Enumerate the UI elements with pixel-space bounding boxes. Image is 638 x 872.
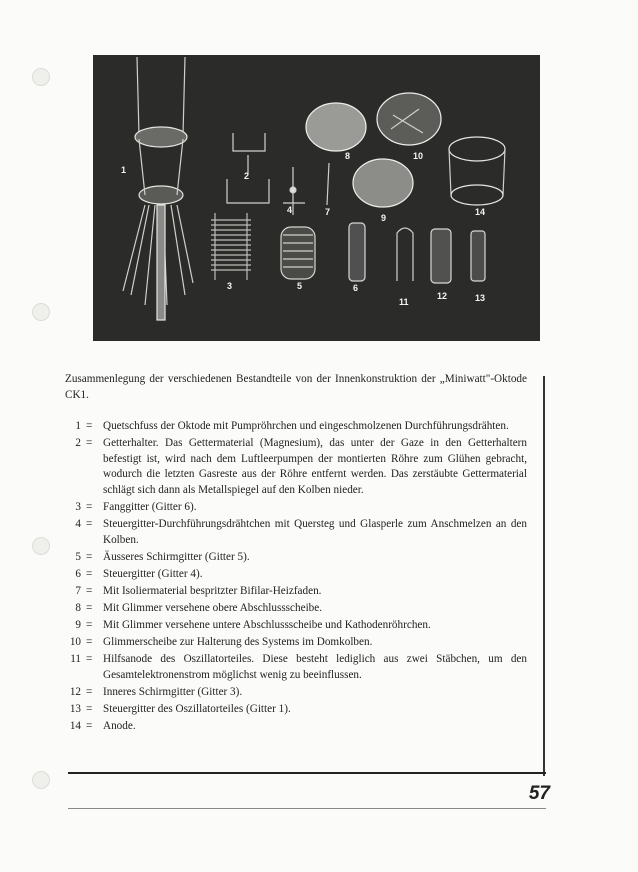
equals-sign: = <box>86 567 93 580</box>
legend-item <box>65 517 527 548</box>
photo-label: 7 <box>325 207 331 217</box>
legend-item <box>65 618 527 634</box>
photo-label: 9 <box>381 213 387 223</box>
legend-number: 12 <box>69 686 81 698</box>
legend-item <box>65 685 527 701</box>
legend-text: Mit Glimmer versehene obere Abschlussscheibe. <box>103 602 323 615</box>
equals-sign: = <box>86 619 93 632</box>
legend-text: Anode. <box>103 720 136 733</box>
tube-components-drawing <box>93 55 540 341</box>
equals-sign: = <box>86 500 93 513</box>
equals-sign: = <box>86 550 93 563</box>
binder-hole <box>32 771 50 789</box>
legend-number: 1 <box>75 420 81 432</box>
legend-text: Fanggitter (Gitter 6). <box>103 500 197 513</box>
page-number: 57 <box>528 783 550 804</box>
footer-rule-thin <box>68 808 546 809</box>
legend-number: 11 <box>70 653 81 666</box>
legend-number: 8 <box>75 602 81 615</box>
legend-item <box>65 550 527 566</box>
legend-item <box>65 567 527 583</box>
legend-text: Hilfsanode des Oszillatorteiles. Diese besteht lediglich aus zwei Stäbchen, um den Gesamtelektronenstrom möglichst wenig zu beeinflussen. <box>103 653 527 681</box>
photo-label: 10 <box>413 151 424 161</box>
photo-label: 8 <box>345 151 351 161</box>
legend-number: 13 <box>69 703 81 716</box>
margin-rule <box>543 376 545 776</box>
legend-item <box>65 436 527 498</box>
legend-item <box>65 652 527 683</box>
binder-hole <box>32 303 50 321</box>
tube-components-photo <box>93 55 540 341</box>
equals-sign: = <box>86 636 93 649</box>
legend-number: 10 <box>69 636 81 649</box>
photo-label: 3 <box>227 281 233 291</box>
equals-sign: = <box>86 703 93 716</box>
legend-item <box>65 500 527 516</box>
legend-item <box>65 584 527 600</box>
photo-label: 1 <box>121 165 127 175</box>
legend-text: Steuergitter des Oszillatorteiles (Gitter 1). <box>103 703 291 716</box>
legend-number: 2 <box>75 437 81 450</box>
legend-number: 4 <box>75 518 81 531</box>
legend-text: Mit Glimmer versehene untere Abschlussscheibe und Kathodenröhrchen. <box>103 619 431 632</box>
legend-text: Quetschfuss der Oktode mit Pumpröhrchen und eingeschmolzenen Durchführungsdrähten. <box>103 420 509 432</box>
photo-label: 4 <box>287 205 293 215</box>
legend-number: 3 <box>75 500 81 513</box>
equals-sign: = <box>86 602 93 615</box>
legend-number: 9 <box>75 619 81 632</box>
photo-label: 11 <box>399 297 409 307</box>
equals-sign: = <box>86 584 93 597</box>
equals-sign: = <box>86 653 93 666</box>
legend-item <box>65 601 527 617</box>
photo-label: 13 <box>475 293 486 303</box>
legend-number: 6 <box>75 567 81 580</box>
equals-sign: = <box>86 686 93 698</box>
legend-item <box>65 702 527 718</box>
footer-rule <box>68 772 546 774</box>
legend-text: Inneres Schirmgitter (Gitter 3). <box>103 686 243 698</box>
legend-text: Steuergitter-Durchführungsdrähtchen mit Quersteg und Glasperle zum Anschmelzen an den Kolben. <box>103 518 527 546</box>
equals-sign: = <box>86 518 93 531</box>
photo-label: 2 <box>244 171 250 181</box>
legend-item <box>65 419 527 435</box>
legend-item <box>65 719 527 735</box>
photo-label: 6 <box>353 283 359 293</box>
equals-sign: = <box>86 420 93 432</box>
photo-label: 14 <box>475 207 486 217</box>
binder-hole <box>32 68 50 86</box>
photo-label: 12 <box>437 291 448 301</box>
legend-text: Steuergitter (Gitter 4). <box>103 567 203 580</box>
binder-hole <box>32 537 50 555</box>
equals-sign: = <box>86 720 93 733</box>
legend-text: Äusseres Schirmgitter (Gitter 5). <box>103 550 250 563</box>
legend-number: 5 <box>75 550 81 563</box>
photo-label: 5 <box>297 281 303 291</box>
equals-sign: = <box>86 437 93 450</box>
legend-number: 14 <box>69 720 81 733</box>
legend-number: 7 <box>75 584 81 597</box>
component-legend <box>65 419 527 736</box>
legend-text: Mit Isoliermaterial bespritzter Bifilar-Heizfaden. <box>103 584 322 597</box>
figure-caption: Zusammenlegung der verschiedenen Bestandteile von der Innenkonstruktion der „Miniwatt"-Oktode CK1. <box>65 373 527 401</box>
legend-item <box>65 635 527 651</box>
legend-text: Getterhalter. Das Gettermaterial (Magnesium), das unter der Gaze in den Getterhaltern befestigt ist, wird nach dem Luftleerpumpen der montierten Röhre zum Glühen gebracht, wodurch die letzten Gasreste aus der Röhre entfernt werden. Das zerstäubte Gettermaterial schlägt sich dann als Metallspiegel auf den Kolben nieder. <box>103 437 527 496</box>
legend-text: Glimmerscheibe zur Halterung des Systems im Domkolben. <box>103 636 373 649</box>
